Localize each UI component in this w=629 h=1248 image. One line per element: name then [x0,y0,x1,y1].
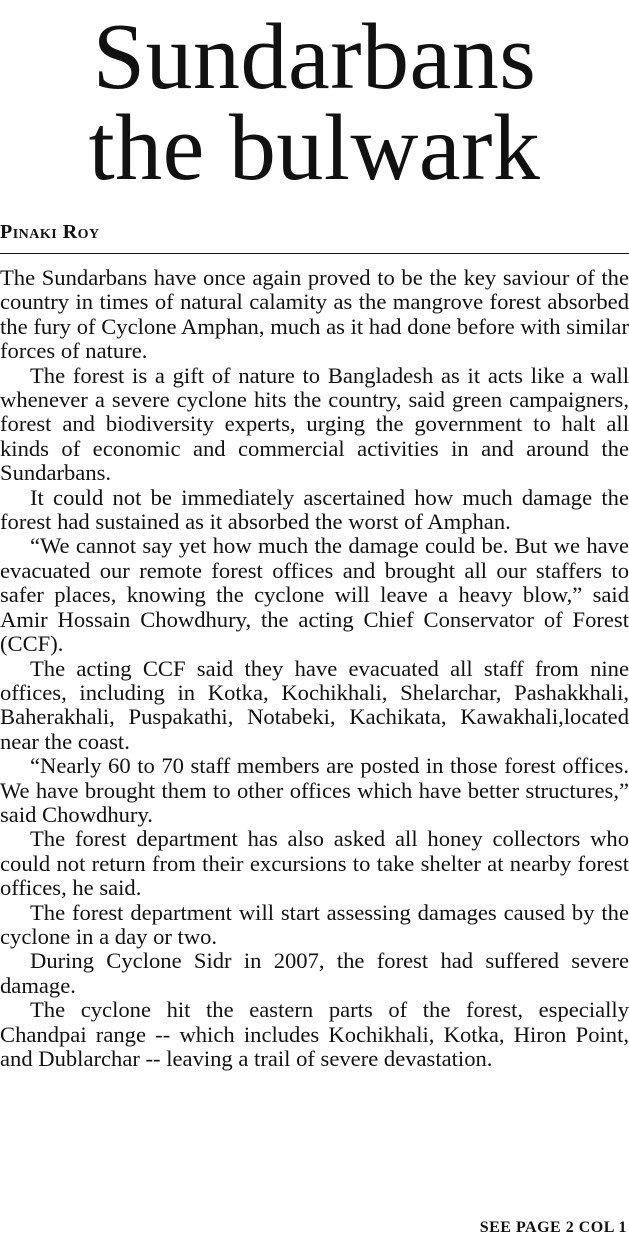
paragraph: The acting CCF said they have evacuated all staff from nine offices, including in Kotka, Kochikhali, Shelarchar, Pashakkhali, Baherakhali, Puspakathi, Notabeki, Kachikata, Kawakhali,located near the coast. [0,655,629,754]
headline-line-2: the bulwark [88,96,541,200]
continuation-jump-line: SEE PAGE 2 COL 1 [479,1219,627,1236]
paragraph: “Nearly 60 to 70 staff members are posted in those forest offices. We have brought them to other offices which have better structures,” said Chowdhury. [0,753,629,827]
paragraph: The cyclone hit the eastern parts of the forest, especially Chandpai range -- which includes Kochikhali, Kotka, Hiron Point, and Dublarchar -- leaving a trail of severe devastation. [0,997,629,1071]
byline-divider [0,253,629,254]
paragraph: The forest department has also asked all honey collectors who could not return from their excursions to take shelter at nearby forest offices, he said. [0,826,629,901]
headline-line-1: Sundarbans [92,5,537,109]
paragraph: During Cyclone Sidr in 2007, the forest had suffered severe damage. [0,948,629,998]
paragraph: The forest is a gift of nature to Bangladesh as it acts like a wall whenever a severe cyclone hits the country, said green campaigners, forest and biodiversity experts, urging the government to halt all kinds of economic and commercial activities in and around the Sundarbans. [0,362,629,486]
paragraph: The Sundarbans have once again proved to be the key saviour of the country in times of natural calamity as the mangrove forest absorbed the fury of Cyclone Amphan, much as it had done before with similar forces of nature. [0,265,629,364]
paragraph: It could not be immediately ascertained how much damage the forest had sustained as it absorbed the worst of Amphan. [0,484,629,535]
paragraph: “We cannot say yet how much the damage could be. But we have evacuated our remote forest offices and brought all our staffers to safer places, knowing the cyclone will leave a heavy blow,” said Amir Hossain Chowdhury, the acting Chief Conservator of Forest (CCF). [0,533,629,657]
paragraph: The forest department will start assessing damages caused by the cyclone in a day or two. [0,899,629,949]
byline: Pinaki Roy [0,221,100,243]
article-body [0,266,629,1071]
headline [0,5,629,200]
